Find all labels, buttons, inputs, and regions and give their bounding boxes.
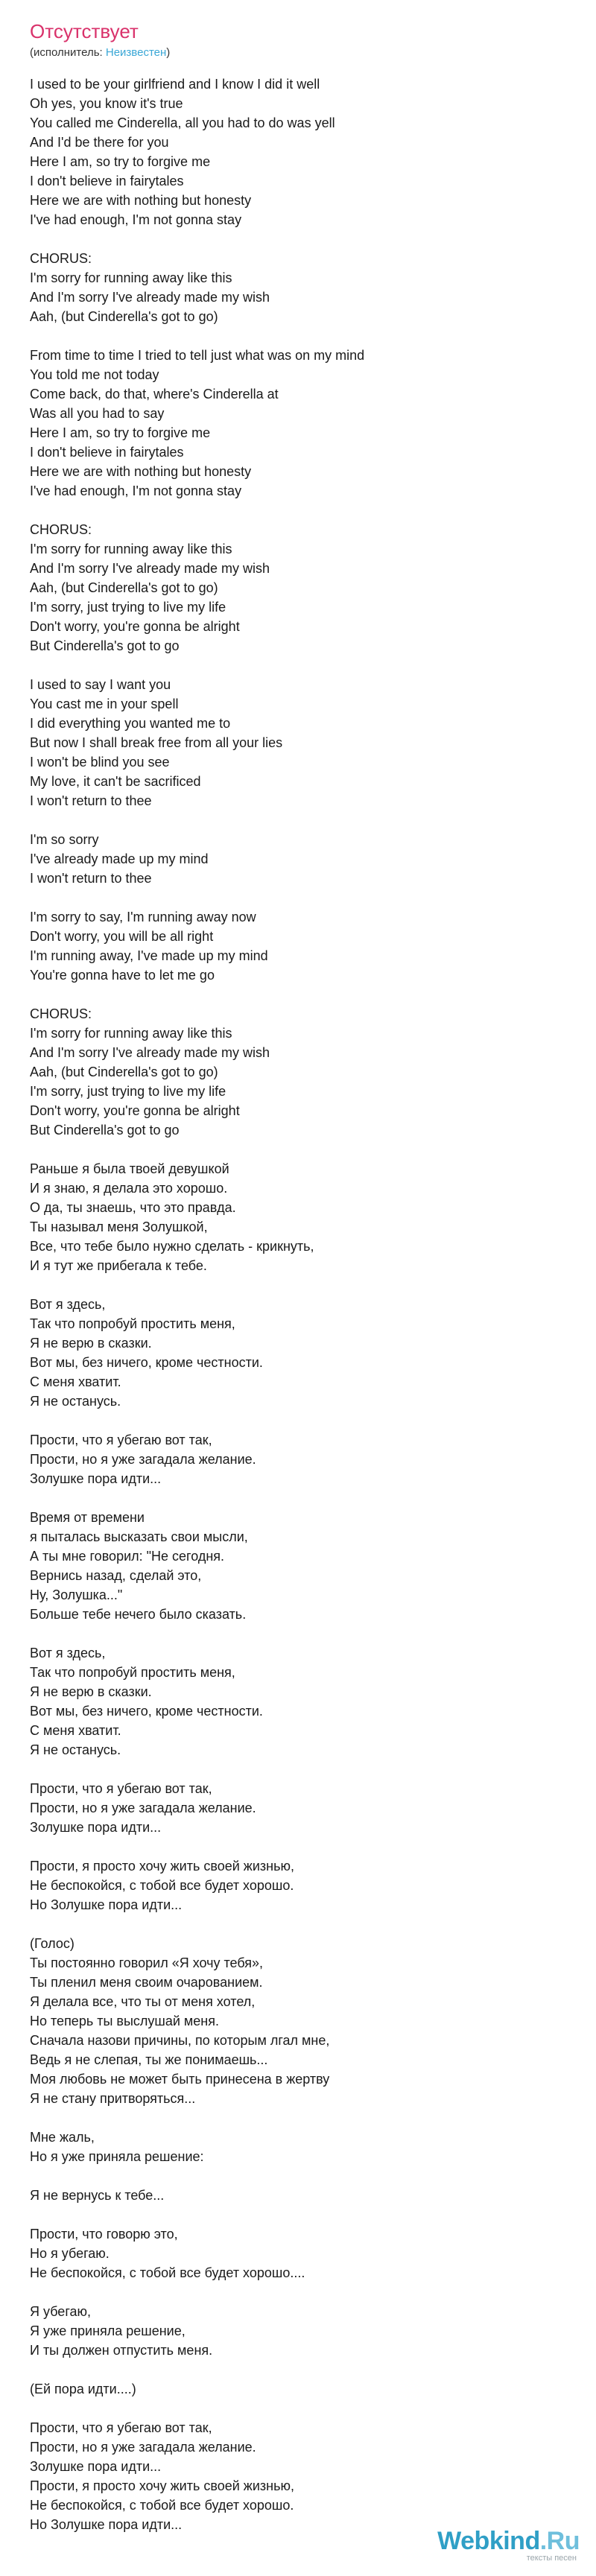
stanza-break [30, 1140, 566, 1159]
stanza-break [30, 985, 566, 1004]
lyric-line: Но Золушке пора идти... [30, 1897, 183, 1912]
lyric-line: I'm sorry to say, I'm running away now [30, 910, 256, 924]
stanza-break [30, 656, 566, 675]
lyric-line: Was all you had to say [30, 406, 165, 421]
lyrics-body [30, 74, 566, 2534]
lyric-line: (Голос) [30, 1936, 74, 1951]
lyric-line: А ты мне говорил: "Не сегодня. [30, 1549, 225, 1564]
lyric-line: Ты пленил меня своим очарованием. [30, 1975, 263, 1990]
stanza-break [30, 1624, 566, 1643]
lyric-line: Come back, do that, where's Cinderella at [30, 387, 279, 402]
watermark-tagline: тексты песен [526, 2554, 577, 2563]
stanza-break [30, 229, 566, 249]
lyric-line: Не беспокойся, с тобой все будет хорошо.... [30, 2265, 305, 2280]
lyric-line: С меня хватит. [30, 1374, 121, 1389]
lyric-line: Я не останусь. [30, 1394, 121, 1409]
stanza-break [30, 2108, 566, 2128]
lyric-line: Больше тебе нечего было сказать. [30, 1607, 247, 1622]
stanza-break [30, 1411, 566, 1430]
lyric-line: Я не вернусь к тебе... [30, 2188, 165, 2203]
lyric-line: I'm sorry, just trying to live my life [30, 1084, 226, 1099]
lyric-line: Моя любовь не может быть принесена в жертву [30, 2072, 330, 2087]
lyric-line: Время от времени [30, 1510, 145, 1525]
lyric-line: I've had enough, I'm not gonna stay [30, 212, 242, 227]
lyric-line: Не беспокойся, с тобой все будет хорошо. [30, 1878, 294, 1893]
lyric-line: Мне жаль, [30, 2130, 95, 2145]
lyric-line: From time to time I tried to tell just what was on my mind [30, 348, 365, 363]
lyric-line: I don't believe in fairytales [30, 174, 184, 188]
lyric-line: Here I am, so try to forgive me [30, 154, 211, 169]
lyric-line: Ведь я не слепая, ты же понимаешь... [30, 2052, 268, 2067]
stanza-break [30, 2166, 566, 2186]
watermark-tld: .Ru [539, 2527, 580, 2555]
lyric-line: Но я уже приняла решение: [30, 2149, 204, 2164]
watermark-logo [437, 2527, 580, 2555]
lyric-line: Я не верю в сказки. [30, 1336, 152, 1351]
lyric-line: Ну, Золушка..." [30, 1587, 123, 1602]
lyric-line: Вернись назад, сделай это, [30, 1568, 202, 1583]
lyric-line: I've had enough, I'm not gonna stay [30, 483, 242, 498]
lyric-line: But now I shall break free from all your lies [30, 735, 283, 750]
lyric-line: I won't be blind you see [30, 755, 170, 770]
lyric-line: Все, что тебе было нужно сделать - крикнуть, [30, 1239, 314, 1254]
lyric-line: (Ей пора идти....) [30, 2382, 136, 2396]
lyric-line: But Cinderella's got to go [30, 638, 180, 653]
stanza-break [30, 1914, 566, 1934]
stanza-break [30, 2205, 566, 2224]
lyric-line: Don't worry, you're gonna be alright [30, 1103, 240, 1118]
lyric-line: I won't return to thee [30, 793, 152, 808]
lyric-line: CHORUS: [30, 522, 92, 537]
lyric-line: You told me not today [30, 367, 159, 382]
watermark-name: Webkind [437, 2527, 540, 2555]
lyric-line: Aah, (but Cinderella's got to go) [30, 309, 218, 324]
lyric-line: Но я убегаю. [30, 2246, 110, 2261]
lyric-line: And I'd be there for you [30, 135, 169, 150]
lyric-line: Сначала назови причины, по которым лгал мне, [30, 2033, 330, 2048]
lyric-line: I'm sorry, just trying to live my life [30, 600, 226, 615]
artist-prefix: (исполнитель: [30, 46, 106, 59]
lyric-line: Так что попробуй простить меня, [30, 1316, 235, 1331]
stanza-break [30, 888, 566, 907]
lyric-line: Ты называл меня Золушкой, [30, 1219, 208, 1234]
lyric-line: Не беспокойся, с тобой все будет хорошо. [30, 2498, 294, 2513]
stanza-break [30, 2360, 566, 2379]
stanza-break [30, 1837, 566, 1856]
lyric-line: I won't return to thee [30, 871, 152, 886]
stanza-break [30, 2282, 566, 2302]
stanza-break [30, 1488, 566, 1508]
stanza-break [30, 810, 566, 830]
lyric-line: Here I am, so try to forgive me [30, 425, 211, 440]
stanza-break [30, 2399, 566, 2418]
lyric-line: I did everything you wanted me to [30, 716, 231, 731]
lyric-line: Aah, (but Cinderella's got to go) [30, 580, 218, 595]
lyric-line: Прости, что я убегаю вот так, [30, 1781, 212, 1796]
lyric-line: CHORUS: [30, 1006, 92, 1021]
lyric-line: CHORUS: [30, 251, 92, 266]
song-title: Отсутствует [30, 20, 139, 42]
lyric-line: Aah, (but Cinderella's got to go) [30, 1065, 218, 1079]
lyric-line: Вот я здесь, [30, 1297, 106, 1312]
lyric-line: Я делала все, что ты от меня хотел, [30, 1994, 256, 2009]
lyric-line: I used to be your girlfriend and I know I did it well [30, 77, 320, 92]
lyric-line: I'm sorry for running away like this [30, 1026, 232, 1041]
lyric-line: Раньше я была твоей девушкой [30, 1161, 229, 1176]
lyric-line: I don't believe in fairytales [30, 445, 184, 460]
lyric-line: Прости, что я убегаю вот так, [30, 1433, 212, 1447]
lyric-line: Прости, что я убегаю вот так, [30, 2420, 212, 2435]
stanza-break [30, 326, 566, 346]
stanza-break [30, 501, 566, 520]
lyric-line: I'm sorry for running away like this [30, 542, 232, 556]
artist-suffix: ) [166, 46, 171, 59]
lyric-line: Don't worry, you will be all right [30, 929, 214, 944]
lyric-line: я пыталась высказать свои мысли, [30, 1529, 248, 1544]
lyric-line: You cast me in your spell [30, 697, 179, 711]
lyric-line: My love, it can't be sacrificed [30, 774, 201, 789]
lyric-line: Вот мы, без ничего, кроме честности. [30, 1355, 263, 1370]
lyric-line: Here we are with nothing but honesty [30, 464, 252, 479]
lyric-line: Прости, я просто хочу жить своей жизнью, [30, 1859, 294, 1874]
lyric-line: I used to say I want you [30, 677, 171, 692]
lyric-line: Прости, но я уже загадала желание. [30, 2440, 256, 2455]
lyric-line: I've already made up my mind [30, 851, 209, 866]
lyric-line: But Cinderella's got to go [30, 1123, 180, 1138]
lyric-line: Золушке пора идти... [30, 1471, 162, 1486]
lyric-line: I'm so sorry [30, 832, 99, 847]
lyric-line: Прости, но я уже загадала желание. [30, 1452, 256, 1467]
artist-line [30, 46, 566, 60]
lyric-line: You're gonna have to let me go [30, 968, 215, 983]
lyric-line: Here we are with nothing but honesty [30, 193, 252, 208]
lyric-line: Прости, но я уже загадала желание. [30, 1801, 256, 1815]
lyric-line: And I'm sorry I've already made my wish [30, 1045, 270, 1060]
lyric-line: And I'm sorry I've already made my wish [30, 561, 270, 576]
lyric-line: I'm sorry for running away like this [30, 270, 232, 285]
lyric-line: Прости, что говорю это, [30, 2227, 178, 2242]
lyric-line: Золушке пора идти... [30, 1820, 162, 1835]
lyric-line: Don't worry, you're gonna be alright [30, 619, 240, 634]
lyric-line: И ты должен отпустить меня. [30, 2343, 213, 2358]
lyric-line: Золушке пора идти... [30, 2459, 162, 2474]
lyric-line: И я знаю, я делала это хорошо. [30, 1181, 228, 1196]
header [30, 19, 566, 60]
lyric-line: Я не останусь. [30, 1742, 121, 1757]
lyric-line: И я тут же прибегала к тебе. [30, 1258, 207, 1273]
lyric-line: Так что попробуй простить меня, [30, 1665, 235, 1680]
site-watermark [437, 2527, 580, 2563]
lyric-line: Вот мы, без ничего, кроме честности. [30, 1704, 263, 1719]
lyric-line: You called me Cinderella, all you had to do was yell [30, 115, 335, 130]
lyric-line: С меня хватит. [30, 1723, 121, 1738]
lyric-line: Но теперь ты выслушай меня. [30, 2014, 219, 2028]
lyric-line: О да, ты знаешь, что это правда. [30, 1200, 236, 1215]
lyric-line: Я не стану притворяться... [30, 2091, 196, 2106]
lyric-line: Вот я здесь, [30, 1646, 106, 1660]
stanza-break [30, 1760, 566, 1779]
stanza-break [30, 1275, 566, 1295]
lyric-line: Ты постоянно говорил «Я хочу тебя», [30, 1955, 264, 1970]
lyric-line: Прости, я просто хочу жить своей жизнью, [30, 2478, 294, 2493]
lyric-line: I'm running away, I've made up my mind [30, 948, 268, 963]
lyric-line: Oh yes, you know it's true [30, 96, 183, 111]
lyric-line: Я не верю в сказки. [30, 1684, 152, 1699]
lyric-line: Я убегаю, [30, 2304, 92, 2319]
lyric-line: And I'm sorry I've already made my wish [30, 290, 270, 305]
artist-link[interactable]: Неизвестен [105, 46, 167, 59]
lyric-line: Но Золушке пора идти... [30, 2517, 183, 2532]
lyric-line: Я уже приняла решение, [30, 2323, 186, 2338]
